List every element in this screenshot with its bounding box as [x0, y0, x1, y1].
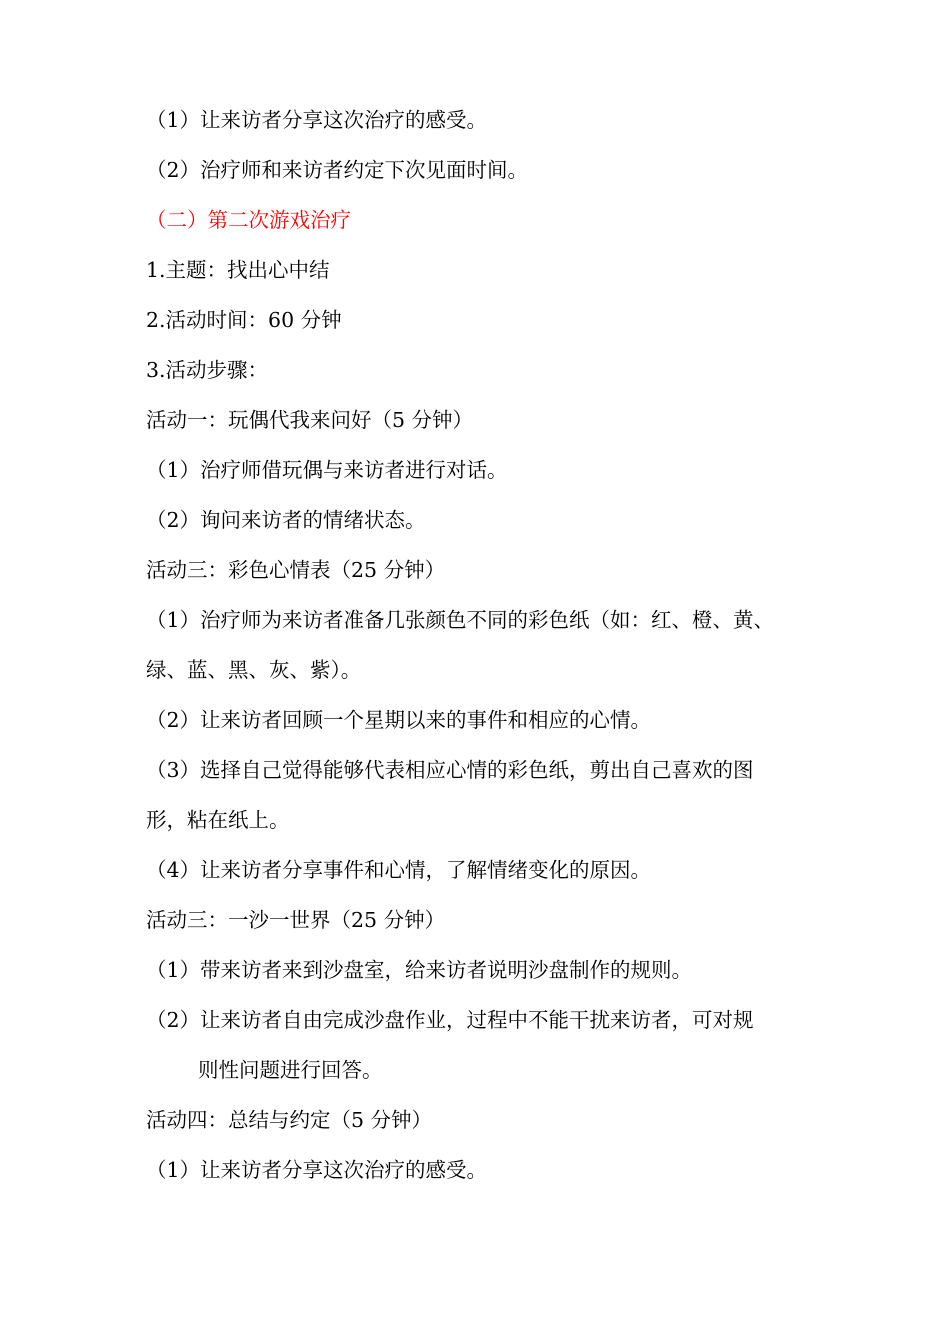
activity-one-step-1: （1）治疗师借玩偶与来访者进行对话。: [146, 458, 508, 482]
activity-steps-line: 3.活动步骤：: [146, 358, 269, 382]
section-heading-second-session: （二）第二次游戏治疗: [146, 208, 351, 232]
activity-four-title: 活动四：总结与约定（5 分钟）: [146, 1108, 433, 1132]
activity-mood-chart-title: 活动三：彩色心情表（25 分钟）: [146, 558, 446, 582]
mood-chart-step-3: （3）选择自己觉得能够代表相应心情的彩色纸，剪出自己喜欢的图: [146, 758, 754, 782]
activity-sandplay-title: 活动三：一沙一世界（25 分钟）: [146, 908, 446, 932]
sandplay-step-2: （2）让来访者自由完成沙盘作业，过程中不能干扰来访者，可对规: [146, 1008, 754, 1032]
activity-one-title: 活动一：玩偶代我来问好（5 分钟）: [146, 408, 474, 432]
mood-chart-step-2: （2）让来访者回顾一个星期以来的事件和相应的心情。: [146, 708, 652, 732]
mood-chart-step-1: （1）治疗师为来访者准备几张颜色不同的彩色纸（如：红、橙、黄、: [146, 608, 775, 632]
mood-chart-step-3-cont: 形，粘在纸上。: [146, 808, 290, 832]
step-schedule-next-meeting: （2）治疗师和来访者约定下次见面时间。: [146, 158, 529, 182]
sandplay-step-2-cont: 则性问题进行回答。: [198, 1058, 383, 1082]
step-share-feelings-1: （1）让来访者分享这次治疗的感受。: [146, 108, 488, 132]
activity-time-line: 2.活动时间：60 分钟: [146, 308, 342, 332]
theme-line: 1.主题：找出心中结: [146, 258, 330, 282]
activity-one-step-2: （2）询问来访者的情绪状态。: [146, 508, 426, 532]
mood-chart-step-4: （4）让来访者分享事件和心情，了解情绪变化的原因。: [146, 858, 652, 882]
mood-chart-step-1-cont: 绿、蓝、黑、灰、紫）。: [146, 658, 362, 682]
sandplay-step-1: （1）带来访者来到沙盘室，给来访者说明沙盘制作的规则。: [146, 958, 693, 982]
activity-four-step-1: （1）让来访者分享这次治疗的感受。: [146, 1158, 488, 1182]
